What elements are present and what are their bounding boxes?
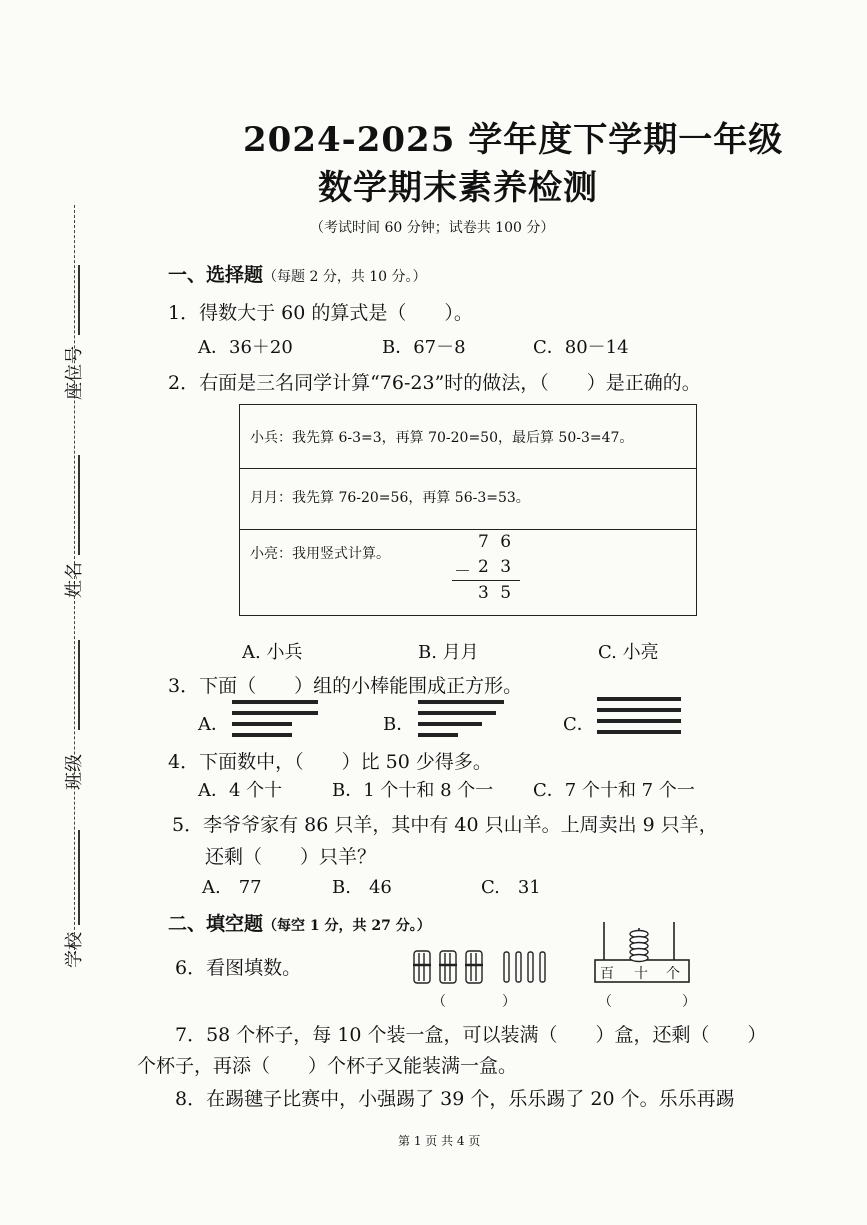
section2-heading: 二、填空题	[168, 913, 264, 935]
q7-line1: 7．58 个杯子，每 10 个装一盒，可以装满（ ）盒，还剩（ ）	[175, 1024, 767, 1046]
q5-option-c: C. 31	[481, 877, 541, 898]
seat-number-blank	[78, 265, 80, 335]
seat-number-label: 座位号	[64, 346, 85, 400]
vertical-calc-result: 3 5	[478, 583, 515, 603]
page-footer: 第 1 页 共 4 页	[398, 1134, 481, 1148]
q2-row-xiaobing	[240, 405, 696, 469]
vertical-calc-top: 7 6	[478, 532, 515, 552]
q2-methods-table	[239, 404, 697, 616]
q6-blank-1[interactable]: （ ）	[432, 994, 516, 1010]
stick	[597, 730, 681, 734]
q2-option-c: C. 小亮	[598, 642, 659, 663]
q2-row1-text: 小兵：我先算 6-3=3，再算 70-20=50，最后算 50-3=47。	[250, 430, 634, 446]
bundled-sticks-figure	[410, 948, 550, 988]
q3-option-a: A．	[198, 714, 229, 735]
stick	[597, 708, 681, 712]
exam-title-line1: 2024-2025 学年度下学期一年级	[243, 120, 784, 160]
q2-row3-text: 小亮：我用竖式计算。	[250, 546, 390, 562]
q4-option-c: C．7 个十和 7 个一	[533, 780, 695, 801]
q6-stem: 6．看图填数。	[175, 957, 302, 979]
q5-stem-line1: 5．李爷爷家有 86 只羊，其中有 40 只山羊。上周卖出 9 只羊，	[172, 814, 718, 836]
stick	[597, 719, 681, 723]
stick	[418, 733, 458, 737]
exam-subtitle: （考试时间 60 分钟；试卷共 100 分）	[310, 220, 555, 236]
stick	[597, 697, 681, 701]
stick	[418, 722, 482, 726]
q1-option-a: A．36＋20	[198, 337, 293, 358]
section1-heading: 一、选择题	[168, 264, 264, 286]
class-label: 班级	[64, 754, 85, 790]
name-blank	[78, 455, 80, 555]
q5-option-a: A. 77	[202, 877, 262, 898]
stick	[232, 733, 292, 737]
q7-line2: 个杯子，再添（ ）个杯子又能装满一盒。	[137, 1055, 518, 1077]
q2-row-yueyue	[240, 469, 696, 530]
q5-stem-line2: 还剩（ ）只羊？	[205, 846, 377, 868]
q1-option-c: C．80－14	[533, 337, 629, 358]
school-blank	[78, 830, 80, 925]
q1-stem: 1．得数大于 60 的算式是（ ）。	[168, 302, 473, 324]
q1-option-b: B．67－8	[382, 337, 466, 358]
stick	[418, 711, 496, 715]
stick	[232, 711, 318, 715]
abacus-label-tens: 十	[634, 966, 648, 982]
q2-stem: 2．右面是三名同学计算“76-23”时的做法，（ ）是正确的。	[168, 372, 701, 394]
section1-note: （每题 2 分，共 10 分。）	[263, 269, 427, 285]
q2-option-b: B. 月月	[418, 642, 479, 663]
q3-stem: 3．下面（ ）组的小棒能围成正方形。	[168, 675, 523, 697]
class-blank	[78, 640, 80, 730]
q2-option-a: A. 小兵	[242, 642, 303, 663]
exam-title-line2: 数学期末素养检测	[318, 168, 598, 208]
q6-blank-2[interactable]: （ ）	[598, 994, 696, 1010]
section2-heading-row	[168, 909, 431, 936]
abacus-label-ones: 个	[666, 966, 680, 982]
q2-row2-text: 月月：我先算 76-20=56，再算 56-3=53。	[250, 490, 530, 506]
q4-option-a: A．4 个十	[198, 780, 283, 801]
vertical-calc-middle: 2 3	[478, 557, 515, 577]
name-label: 姓名	[64, 562, 85, 598]
q4-stem: 4．下面数中，（ ）比 50 少得多。	[168, 751, 492, 773]
q5-option-b: B. 46	[332, 877, 392, 898]
stick	[232, 722, 292, 726]
abacus-label-hundreds: 百	[600, 966, 614, 982]
stick	[418, 700, 504, 704]
school-label: 学校	[64, 932, 85, 968]
section1-heading-row	[168, 260, 427, 287]
vertical-calc-line	[452, 580, 520, 581]
q4-option-b: B．1 个十和 8 个一	[332, 780, 494, 801]
q8-line1: 8．在踢毽子比赛中，小强踢了 39 个，乐乐踢了 20 个。乐乐再踢	[175, 1088, 735, 1110]
section2-note: （每空 1 分，共 27 分。）	[263, 918, 431, 934]
q3-option-c: C．	[563, 714, 595, 735]
stick	[232, 700, 318, 704]
q3-option-b: B．	[383, 714, 415, 735]
vertical-calc-operator: －	[454, 562, 471, 582]
